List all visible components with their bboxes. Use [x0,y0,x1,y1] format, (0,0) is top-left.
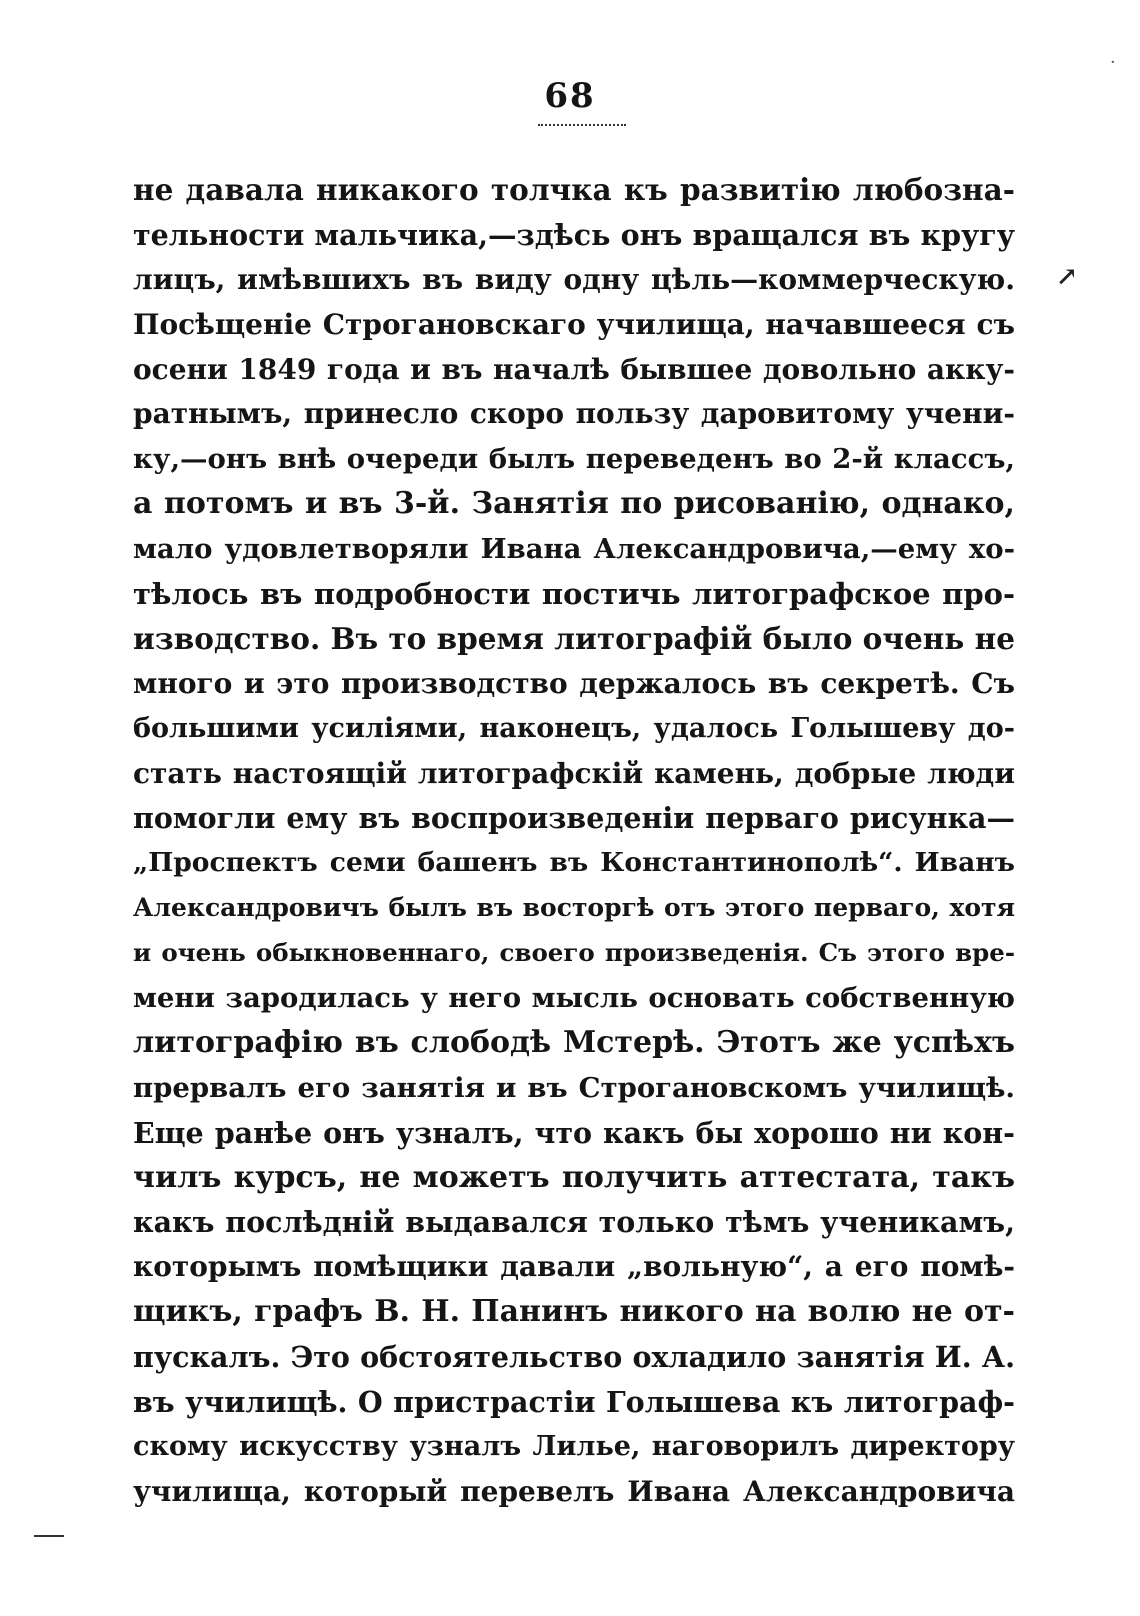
body-text [133,168,1015,1515]
text-line: мало удовлетворяли Ивана Александровича,—ему хо- [133,533,1015,566]
text-line: тѣлось въ подробности постичь литографское про- [133,577,1015,612]
text-line: ку,—онъ внѣ очереди былъ переведенъ во 2-й классъ, [133,443,1015,476]
margin-dash [34,1535,64,1537]
text-line: пускалъ. Это обстоятельство охладило занятія И. А. [133,1340,1015,1375]
text-line: какъ послѣдній выдавался только тѣмъ ученикамъ, [133,1205,1015,1240]
text-line: ратнымъ, принесло скоро пользу даровитому учени- [133,397,1015,431]
text-line: училища, который перевелъ Ивана Александровича [133,1474,1015,1508]
text-line: стать настоящій литографскій камень, добрые люди [133,756,1015,790]
text-line: чилъ курсъ, не можетъ получить аттестата, такъ [133,1159,1015,1195]
text-line: тельности мальчика,—здѣсь онъ вращался въ кругу [133,217,1015,252]
text-line: „Проспектъ семи башенъ въ Константинополѣ“. Иванъ [133,847,1015,879]
text-line: и очень обыкновеннаго, своего произведенія. Съ этого вре- [133,938,1015,968]
text-line: не давала никакого толчка къ развитію любозна- [133,172,1015,207]
text-line: изводство. Въ то время литографій было очень не [133,620,1015,656]
text-line: осени 1849 года и въ началѣ бывшее довольно акку- [133,352,1015,386]
text-line: Александровичъ былъ въ восторгѣ отъ этого перваго, хотя [133,893,1015,923]
text-line: мени зародилась у него мысль основать собственную [133,982,1015,1015]
margin-mark: ↗ [1056,262,1078,292]
text-line: лицъ, имѣвшихъ въ виду одну цѣль—коммерческую. [133,262,1015,296]
page-number: 68 [544,76,596,116]
text-line: помогли ему въ воспроизведеніи перваго рисунка— [133,801,1015,836]
text-line: щикъ, графъ В. Н. Панинъ никого на волю не от- [133,1294,1015,1330]
page-number-rule [538,124,626,126]
text-line: Еще ранѣе онъ узналъ, что какъ бы хорошо ни кон- [133,1115,1015,1150]
text-line: литографію въ слободѣ Мстерѣ. Этотъ же успѣхъ [133,1024,1015,1060]
corner-speck: · [1110,52,1116,73]
text-line: Посѣщеніе Строгановскаго училища, начавшееся съ [133,307,1015,341]
text-line: а потомъ и въ 3-й. Занятія по рисованію, однако, [133,486,1015,522]
text-line: много и это производство держалось въ секретѣ. Съ [133,666,1015,700]
text-line: прервалъ его занятія и въ Строгановскомъ училищѣ. [133,1071,1015,1104]
text-line: скому искусству узналъ Лилье, наговорилъ директору [133,1430,1015,1462]
text-line: въ училищѣ. О пристрастіи Голышева къ литограф- [133,1385,1015,1420]
text-line: которымъ помѣщики давали „вольную“, а его помѣ- [133,1250,1015,1284]
text-line: большими усиліями, наконецъ, удалось Голышеву до- [133,712,1015,744]
